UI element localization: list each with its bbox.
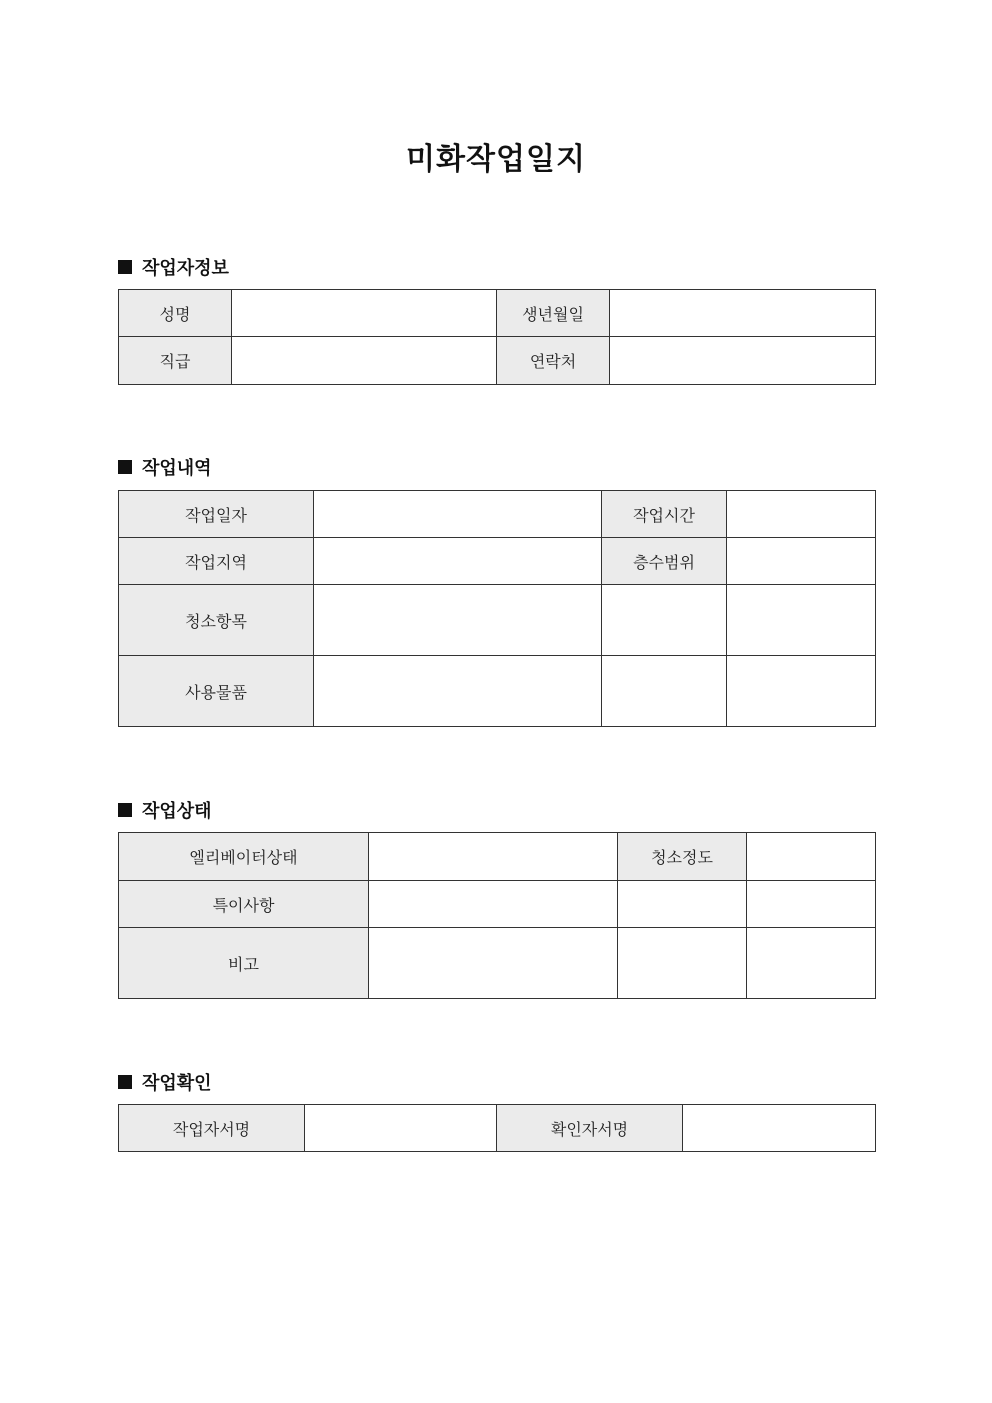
- section-title: 작업상태: [142, 801, 212, 822]
- section-title: 작업자정보: [142, 258, 229, 279]
- floor-label: 층수범위: [602, 538, 727, 585]
- notes-extra-field[interactable]: [618, 881, 747, 928]
- birth-label: 생년월일: [497, 290, 610, 337]
- remarks-field[interactable]: [369, 928, 618, 999]
- supplies-extra-field-2[interactable]: [727, 656, 876, 727]
- time-field[interactable]: [727, 491, 876, 538]
- remarks-label: 비고: [119, 928, 369, 999]
- floor-field[interactable]: [727, 538, 876, 585]
- name-label: 성명: [119, 290, 232, 337]
- page-title: 미화작업일지: [406, 142, 586, 177]
- notes-field[interactable]: [369, 881, 618, 928]
- section-title: 작업내역: [142, 458, 212, 479]
- work-details-table: [118, 490, 876, 727]
- worker-sign-label: 작업자서명: [119, 1105, 305, 1152]
- square-bullet-icon: [118, 803, 132, 817]
- date-label: 작업일자: [119, 491, 314, 538]
- supplies-extra-field[interactable]: [602, 656, 727, 727]
- work-status-table: [118, 832, 876, 999]
- date-field[interactable]: [314, 491, 602, 538]
- square-bullet-icon: [118, 1075, 132, 1089]
- elevator-label: 엘리베이터상태: [119, 833, 369, 881]
- position-label: 직급: [119, 337, 232, 385]
- supplies-field[interactable]: [314, 656, 602, 727]
- section-title: 작업확인: [142, 1073, 212, 1094]
- cleaning-extra-field-2[interactable]: [727, 585, 876, 656]
- area-field[interactable]: [314, 538, 602, 585]
- confirmer-sign-field[interactable]: [683, 1105, 876, 1152]
- supplies-label: 사용물품: [119, 656, 314, 727]
- section-heading-worker-info: [118, 254, 229, 280]
- time-label: 작업시간: [602, 491, 727, 538]
- notes-label: 특이사항: [119, 881, 369, 928]
- birth-field[interactable]: [610, 290, 876, 337]
- contact-field[interactable]: [610, 337, 876, 385]
- cleanliness-field[interactable]: [747, 833, 876, 881]
- square-bullet-icon: [118, 260, 132, 274]
- worker-sign-field[interactable]: [305, 1105, 497, 1152]
- position-field[interactable]: [232, 337, 497, 385]
- remarks-extra-field-2[interactable]: [747, 928, 876, 999]
- remarks-extra-field[interactable]: [618, 928, 747, 999]
- name-field[interactable]: [232, 290, 497, 337]
- elevator-field[interactable]: [369, 833, 618, 881]
- confirmation-table: [118, 1104, 876, 1152]
- contact-label: 연락처: [497, 337, 610, 385]
- notes-extra-field-2[interactable]: [747, 881, 876, 928]
- cleaning-label: 청소항목: [119, 585, 314, 656]
- area-label: 작업지역: [119, 538, 314, 585]
- confirmer-sign-label: 확인자서명: [497, 1105, 683, 1152]
- section-heading-work-details: [118, 454, 212, 480]
- section-heading-work-status: [118, 797, 212, 823]
- section-heading-confirmation: [118, 1069, 212, 1095]
- square-bullet-icon: [118, 460, 132, 474]
- cleaning-extra-field[interactable]: [602, 585, 727, 656]
- cleanliness-label: 청소정도: [618, 833, 747, 881]
- cleaning-field[interactable]: [314, 585, 602, 656]
- worker-info-table: [118, 289, 876, 385]
